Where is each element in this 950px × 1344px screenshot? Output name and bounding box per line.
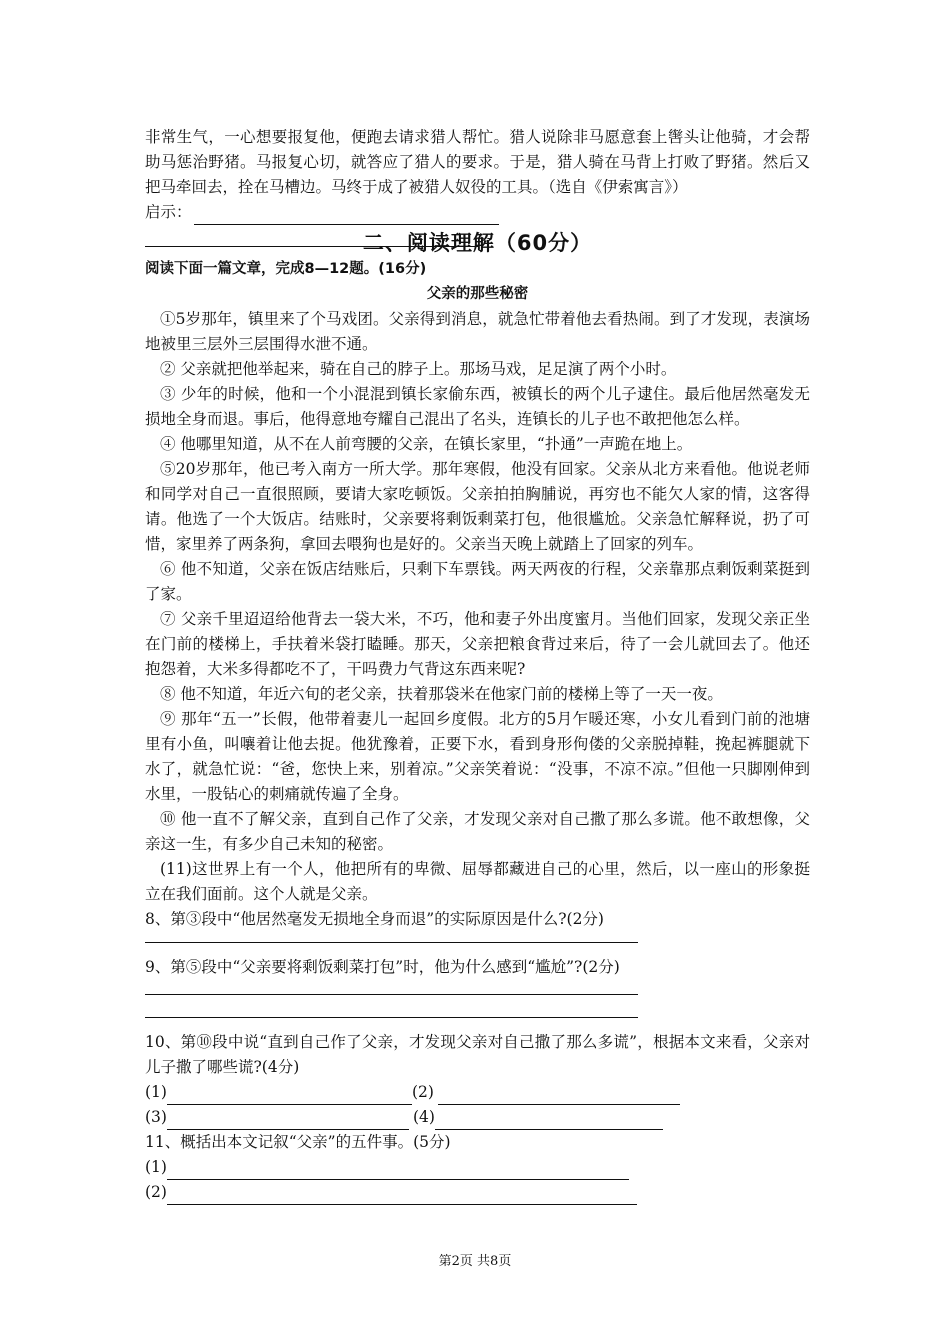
q9-answer-line-2[interactable] [145,1017,638,1018]
question-10: 10、第⑩段中说“直到自己作了父亲，才发现父亲对自己撒了那么多谎”，根据本文来看，父亲对儿子撒了哪些谎?(4分) [145,1033,810,1076]
q10-label-2: (2) [411,1083,434,1101]
q10-row-2 [145,1105,810,1130]
passage-title: 父亲的那些秘密 [426,286,529,302]
q11-label-1: (1) [145,1158,167,1176]
paragraph-6: ⑥ 他不知道，父亲在饭店结账后，只剩下车票钱。两天两夜的行程，父亲靠那点剩饭剩菜挺到了家。 [145,560,810,603]
q10-label-3: (3) [145,1108,167,1126]
paragraph-4: ④ 他哪里知道，从不在人前弯腰的父亲，在镇长家里，“扑通”一声跪在地上。 [160,435,693,453]
q11-row-1 [145,1155,810,1180]
q9-answer-line-1[interactable] [145,994,638,995]
q10-answer-4[interactable] [435,1113,663,1130]
section-instruction: 阅读下面一篇文章，完成8—12题。(16分) [145,261,427,277]
q11-answer-1[interactable] [167,1163,629,1180]
inspiration-row [145,200,810,225]
paragraph-5: ⑤20岁那年，他已考入南方一所大学。那年寒假，他没有回家。父亲从北方来看他。他说老师和同学对自己一直很照顾，要请大家吃顿饭。父亲拍拍胸脯说，再穷也不能欠人家的情，这客得请。他选了一个大饭店。结账时，父亲要将剩饭剩菜打包，他很尴尬。父亲急忙解释说，扔了可惜，家里养了两条狗，拿回去喂狗也是好的。父亲当天晚上就踏上了回家的列车。 [145,460,810,553]
q10-answer-2[interactable] [438,1088,680,1105]
q11-answer-2[interactable] [167,1188,637,1205]
page-footer: 第2页 共8页 [438,1254,512,1269]
question-9: 9、第⑤段中“父亲要将剩饭剩菜打包”时，他为什么感到“尴尬”?(2分) [145,958,620,976]
q10-row-1 [145,1080,810,1105]
q10-label-1: (1) [145,1083,167,1101]
paragraph-9: ⑨ 那年“五一”长假，他带着妻儿一起回乡度假。北方的5月乍暖还寒，小女儿看到门前的池塘里有小鱼，叫嚷着让他去捉。他犹豫着，正要下水，看到身形佝偻的父亲脱掉鞋，挽起裤腿就下水了，就急忙说：“爸，您快上来，别着凉。”父亲笑着说：“没事，不凉不凉。”但他一只脚刚伸到水里，一股钻心的刺痛就传遍了全身。 [145,710,810,803]
section-heading: 二、阅读理解（60分） [362,231,593,255]
q11-row-2 [145,1180,810,1205]
paragraph-2: ② 父亲就把他举起来，骑在自己的脖子上。那场马戏，足足演了两个小时。 [160,360,677,378]
paragraph-11: (11)这世界上有一个人，他把所有的卑微、屈辱都藏进自己的心里，然后，以一座山的形象挺立在我们面前。这个人就是父亲。 [145,860,810,903]
q10-label-4: (4) [412,1108,435,1126]
inspiration-label: 启示： [145,203,192,221]
q8-answer-line[interactable] [145,942,638,943]
q10-answer-1[interactable] [167,1088,412,1105]
exam-page [145,125,810,1205]
q10-answer-3[interactable] [167,1113,409,1130]
paragraph-7: ⑦ 父亲千里迢迢给他背去一袋大米，不巧，他和妻子外出度蜜月。当他们回家，发现父亲正坐在门前的楼梯上，手扶着米袋打瞌睡。那天，父亲把粮食背过来后，待了一会儿就回去了。他还抱怨着，大米多得都吃不了，干吗费力气背这东西来呢? [145,610,810,678]
inspiration-answer-line [194,208,499,225]
question-8: 8、第③段中“他居然毫发无损地全身而退”的实际原因是什么?(2分) [145,910,604,928]
paragraph-1: ①5岁那年，镇里来了个马戏团。父亲得到消息，就急忙带着他去看热闹。到了才发现，表演场地被里三层外三层围得水泄不通。 [145,310,810,353]
fable-text: 非常生气，一心想要报复他，便跑去请求猎人帮忙。猎人说除非马愿意套上辔头让他骑，才会帮助马惩治野猪。马报复心切，就答应了猎人的要求。于是，猎人骑在马背上打败了野猪。然后又把马牵回去，拴在马槽边。马终于成了被猎人奴役的工具。（选自《伊索寓言》） [145,128,810,196]
question-11: 11、概括出本文记叙“父亲”的五件事。(5分) [145,1133,451,1151]
paragraph-3: ③ 少年的时候，他和一个小混混到镇长家偷东西，被镇长的两个儿子逮住。最后他居然毫发无损地全身而退。事后，他得意地夸耀自己混出了名头，连镇长的儿子也不敢把他怎么样。 [145,385,810,428]
paragraph-10: ⑩ 他一直不了解父亲，直到自己作了父亲，才发现父亲对自己撒了那么多谎。他不敢想像，父亲这一生，有多少自己未知的秘密。 [145,810,810,853]
paragraph-8: ⑧ 他不知道，年近六旬的老父亲，扶着那袋米在他家门前的楼梯上等了一天一夜。 [160,685,723,703]
q11-label-2: (2) [145,1183,167,1201]
